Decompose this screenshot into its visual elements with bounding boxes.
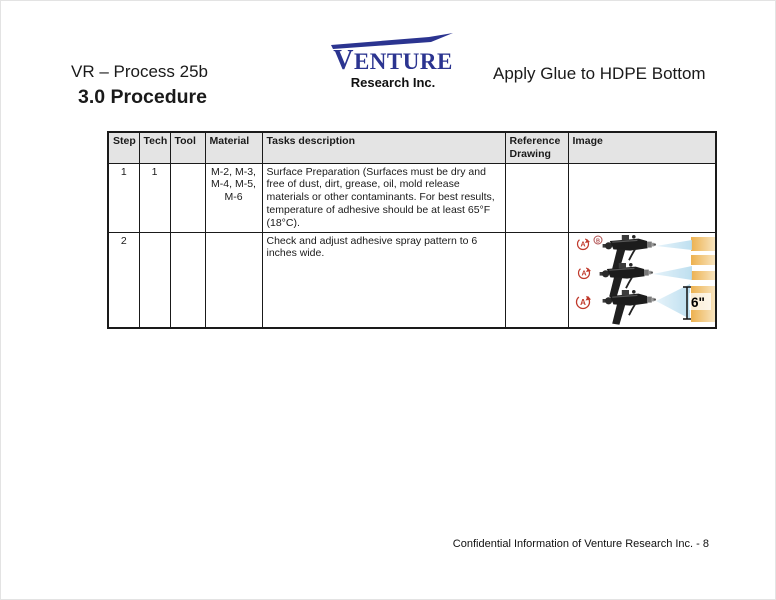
cell-tech: 1 bbox=[139, 163, 170, 232]
cell-tool bbox=[170, 232, 205, 328]
cell-reference bbox=[505, 163, 568, 232]
dial-a-label: A bbox=[580, 270, 587, 278]
cell-material bbox=[205, 232, 262, 328]
cell-material: M-2, M-3, M-4, M-5, M-6 bbox=[205, 163, 262, 232]
spray-pattern-illustration bbox=[573, 235, 717, 325]
col-header-material: Material bbox=[205, 132, 262, 163]
process-id: VR – Process 25b bbox=[71, 62, 209, 81]
cell-tool bbox=[170, 163, 205, 232]
dial-a-label: A bbox=[579, 241, 586, 249]
cell-image bbox=[568, 163, 716, 232]
col-header-tool: Tool bbox=[170, 132, 205, 163]
cell-reference bbox=[505, 232, 568, 328]
dial-icons bbox=[576, 236, 602, 309]
logo-company-name: VENTURE bbox=[333, 45, 453, 76]
dial-b-label: B bbox=[595, 238, 600, 245]
table-row bbox=[108, 163, 716, 232]
logo-subtitle: Research Inc. bbox=[350, 75, 436, 90]
cell-tasks: Check and adjust adhesive spray pattern to 6 inches wide. bbox=[262, 232, 505, 328]
col-header-tech: Tech bbox=[139, 132, 170, 163]
spray-fans bbox=[653, 240, 692, 319]
cell-step: 2 bbox=[108, 232, 139, 328]
col-header-tasks: Tasks description bbox=[262, 132, 505, 163]
footer-confidential: Confidential Information of Venture Research Inc. - 8 bbox=[452, 538, 709, 550]
document-title: Apply Glue to HDPE Bottom bbox=[493, 64, 706, 83]
cell-tasks: Surface Preparation (Surfaces must be dry and free of dust, dirt, grease, oil, mold release materials or other contaminants. For best results, temperature of adhesive should be at least 65°F (18°C). bbox=[262, 163, 505, 232]
table-header-row bbox=[108, 132, 716, 163]
dial-a-label: A bbox=[579, 297, 586, 307]
cell-image bbox=[568, 232, 716, 328]
spray-gun-icon bbox=[599, 235, 655, 325]
cell-step: 1 bbox=[108, 163, 139, 232]
table-row bbox=[108, 232, 716, 328]
section-heading: 3.0 Procedure bbox=[78, 86, 207, 108]
width-label: 6" bbox=[690, 294, 705, 310]
cell-tech bbox=[139, 232, 170, 328]
col-header-step: Step bbox=[108, 132, 139, 163]
venture-logo bbox=[327, 33, 459, 89]
procedure-table bbox=[107, 131, 717, 329]
col-header-image: Image bbox=[568, 132, 716, 163]
col-header-reference: Reference Drawing bbox=[505, 132, 568, 163]
